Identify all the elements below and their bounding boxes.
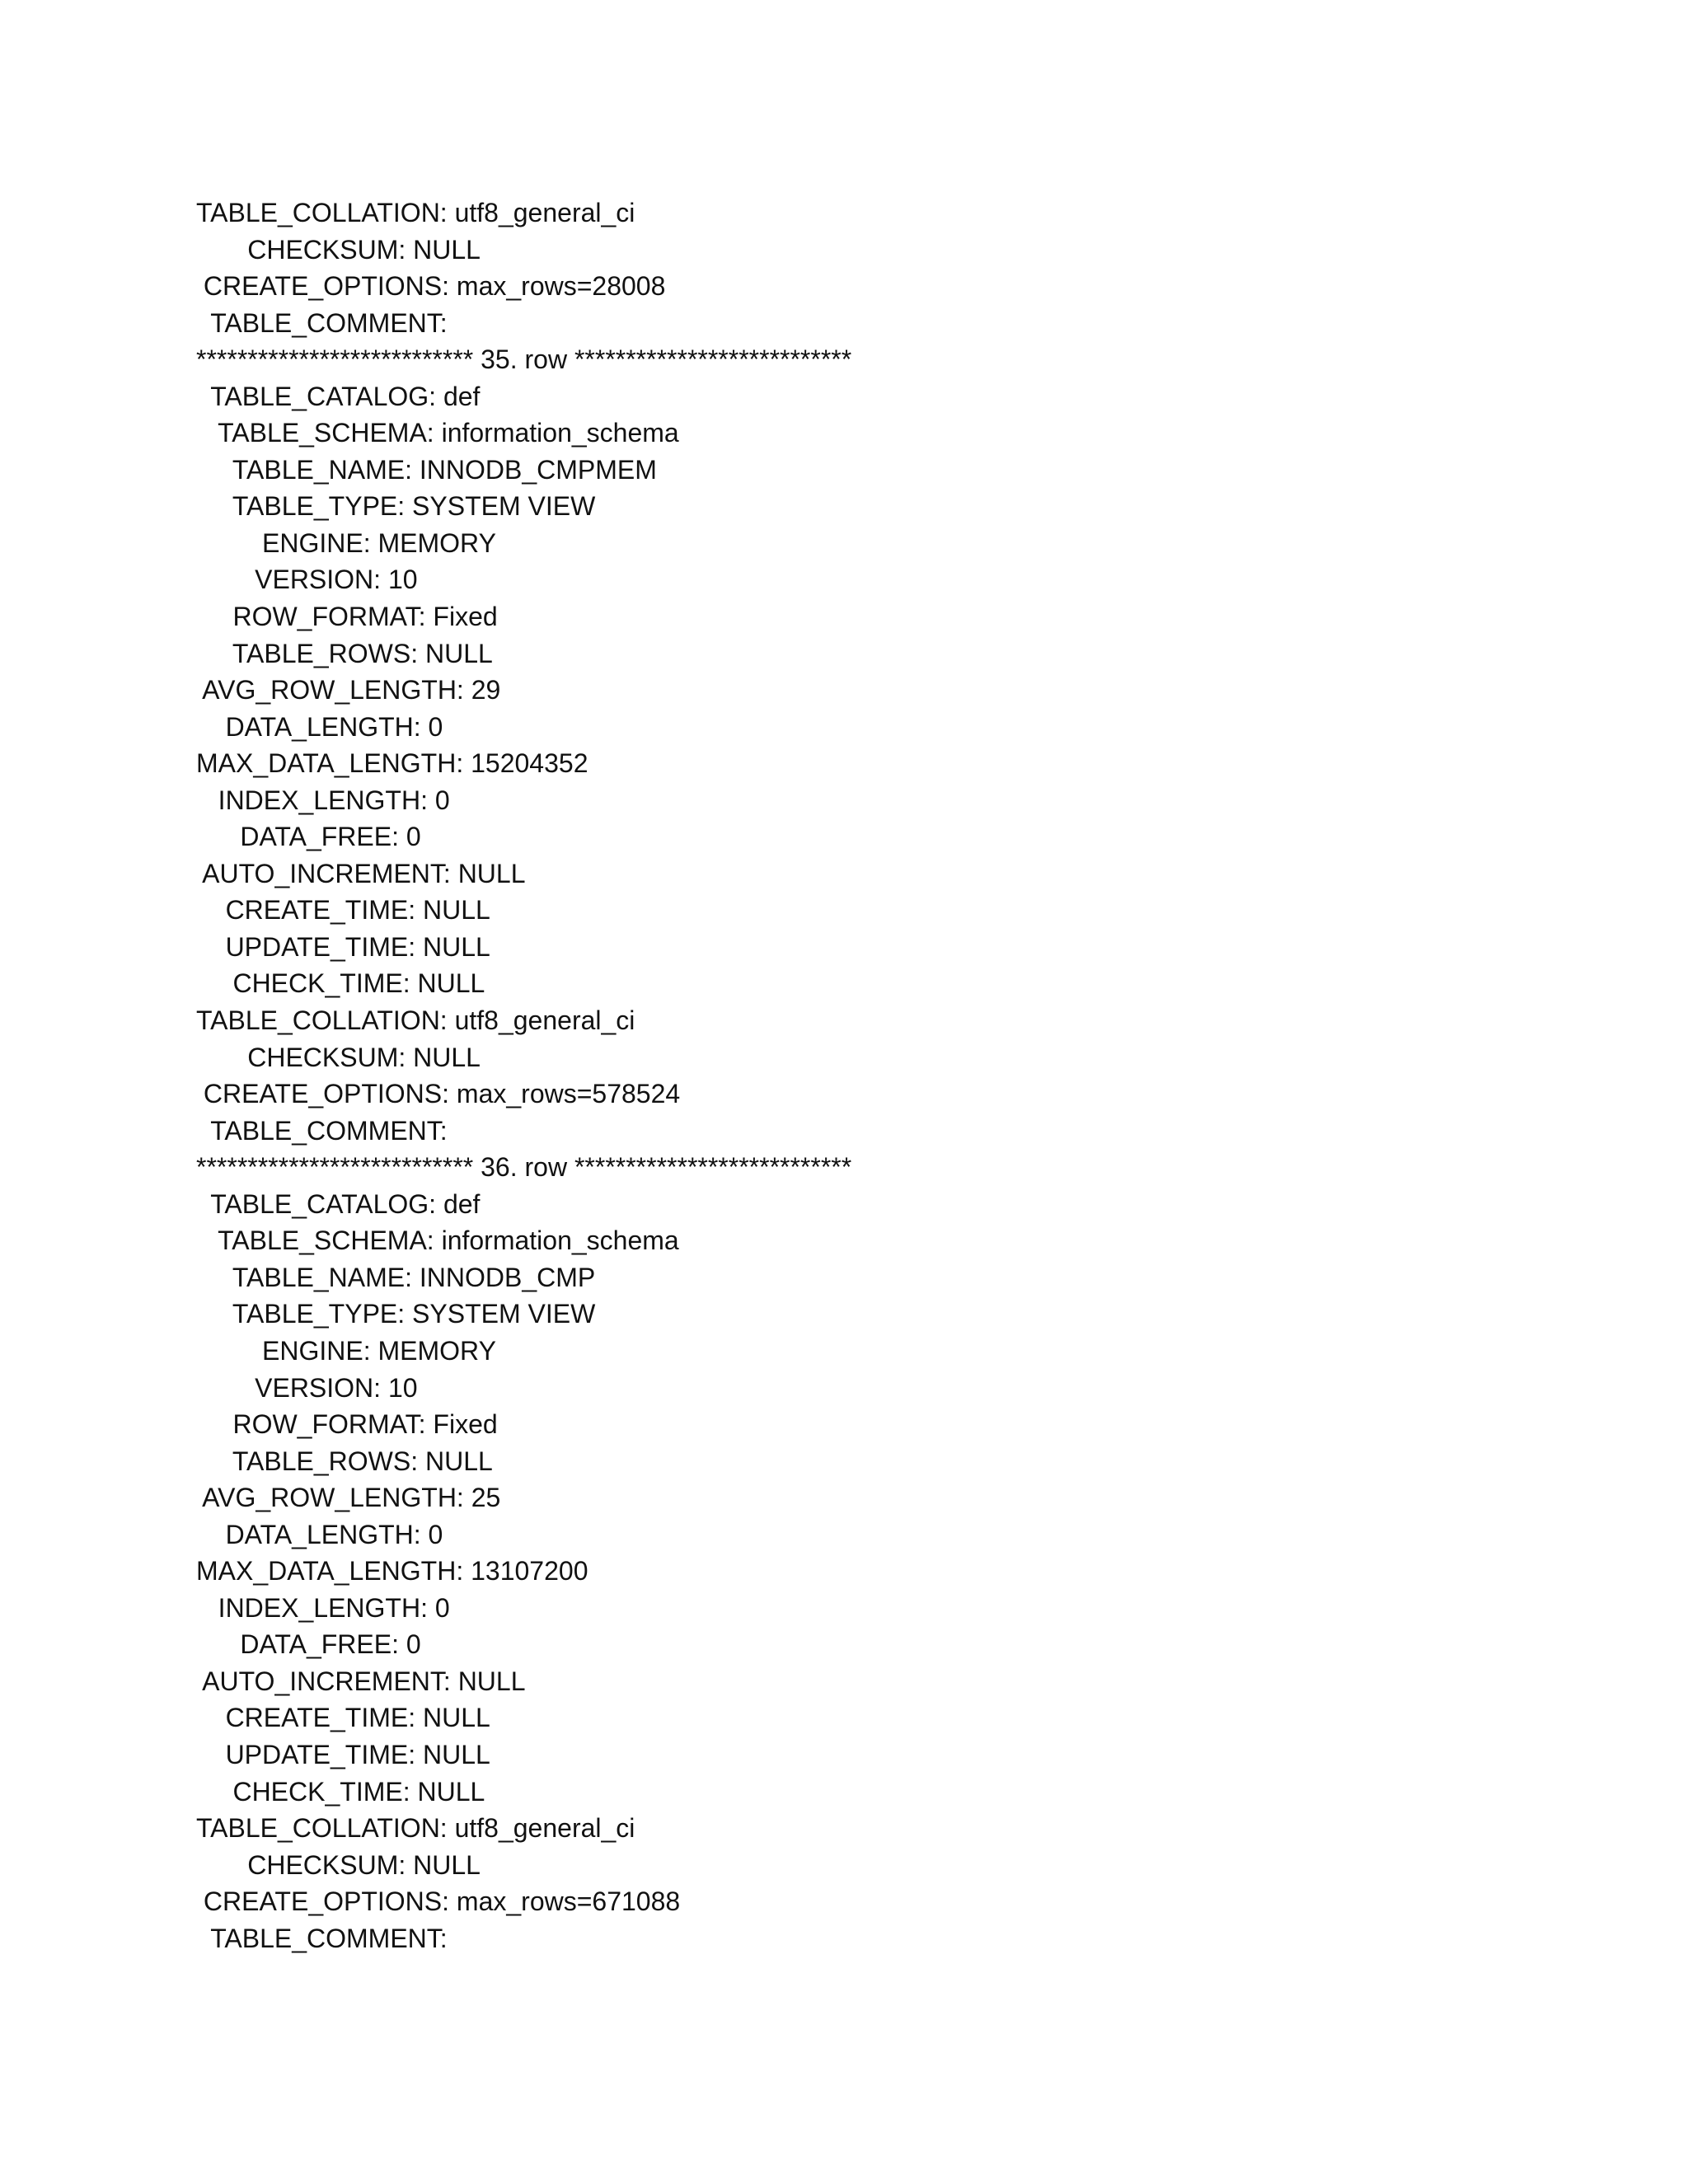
output-line: CREATE_OPTIONS: max_rows=671088 <box>196 1886 681 1917</box>
row-separator-36: *************************** 36. row *************************** <box>196 1152 852 1183</box>
output-line: DATA_LENGTH: 0 <box>196 1519 443 1549</box>
output-line: CHECKSUM: NULL <box>196 1849 481 1880</box>
output-line: TABLE_ROWS: NULL <box>196 638 493 668</box>
output-line: DATA_FREE: 0 <box>196 822 421 852</box>
output-line: TABLE_TYPE: SYSTEM VIEW <box>196 1299 596 1329</box>
output-line: CREATE_OPTIONS: max_rows=578524 <box>196 1079 681 1109</box>
output-line: ROW_FORMAT: Fixed <box>196 602 498 632</box>
output-line: TABLE_SCHEMA: information_schema <box>196 418 679 448</box>
output-line: TABLE_NAME: INNODB_CMPMEM <box>196 454 657 485</box>
output-line: TABLE_COLLATION: utf8_general_ci <box>196 1813 635 1844</box>
output-line: CREATE_TIME: NULL <box>196 1703 490 1733</box>
output-line: CHECK_TIME: NULL <box>196 1776 485 1807</box>
output-line: CHECK_TIME: NULL <box>196 968 485 999</box>
output-line: ENGINE: MEMORY <box>196 1335 496 1366</box>
output-line: ENGINE: MEMORY <box>196 527 496 558</box>
query-output-block <box>196 194 1515 1957</box>
output-line: TABLE_TYPE: SYSTEM VIEW <box>196 491 596 522</box>
output-line: TABLE_SCHEMA: information_schema <box>196 1226 679 1256</box>
output-line: TABLE_CATALOG: def <box>196 1188 481 1219</box>
output-line: TABLE_COMMENT: <box>196 1115 448 1146</box>
output-line: TABLE_CATALOG: def <box>196 381 481 411</box>
output-line: CHECKSUM: NULL <box>196 1042 481 1072</box>
output-line: DATA_LENGTH: 0 <box>196 711 443 742</box>
output-line: UPDATE_TIME: NULL <box>196 1739 490 1769</box>
output-line: TABLE_COLLATION: utf8_general_ci <box>196 198 635 227</box>
output-line: VERSION: 10 <box>196 1372 418 1403</box>
output-line: AUTO_INCREMENT: NULL <box>196 1666 526 1696</box>
output-line: TABLE_COMMENT: <box>196 307 448 338</box>
output-line: UPDATE_TIME: NULL <box>196 931 490 962</box>
output-line: INDEX_LENGTH: 0 <box>196 785 450 815</box>
output-line: AUTO_INCREMENT: NULL <box>196 858 526 888</box>
output-line: AVG_ROW_LENGTH: 29 <box>196 675 501 705</box>
row-separator-35: *************************** 35. row *************************** <box>196 344 852 375</box>
output-line: VERSION: 10 <box>196 565 418 595</box>
output-line: CHECKSUM: NULL <box>196 234 481 265</box>
output-line: AVG_ROW_LENGTH: 25 <box>196 1483 501 1513</box>
output-line: ROW_FORMAT: Fixed <box>196 1409 498 1440</box>
output-line: TABLE_ROWS: NULL <box>196 1446 493 1476</box>
output-line: MAX_DATA_LENGTH: 13107200 <box>196 1556 588 1586</box>
output-line: DATA_FREE: 0 <box>196 1629 421 1660</box>
output-line: CREATE_TIME: NULL <box>196 895 490 926</box>
output-line: INDEX_LENGTH: 0 <box>196 1592 450 1623</box>
output-line: MAX_DATA_LENGTH: 15204352 <box>196 748 588 779</box>
output-line: TABLE_NAME: INNODB_CMP <box>196 1262 596 1292</box>
output-line: TABLE_COLLATION: utf8_general_ci <box>196 1005 635 1036</box>
output-line: TABLE_COMMENT: <box>196 1923 448 1953</box>
output-line: CREATE_OPTIONS: max_rows=28008 <box>196 271 666 302</box>
